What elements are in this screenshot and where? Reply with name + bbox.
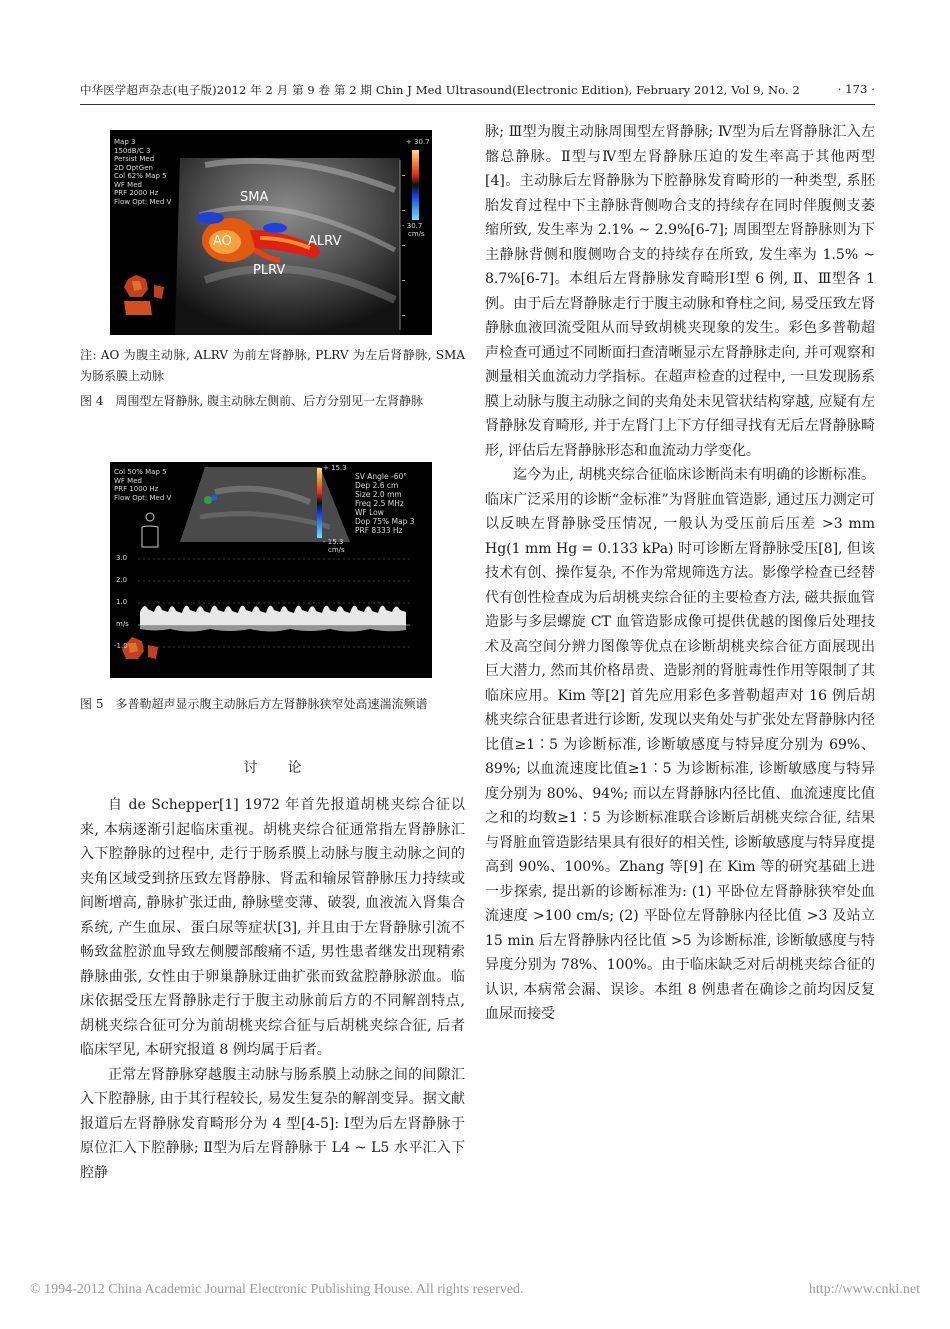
paragraph: 脉; Ⅲ型为腹主动脉周围型左肾静脉; Ⅳ型为后左肾静脉汇入左髂总静脉。Ⅱ型与Ⅳ型左肾静脉压迫的发生率高于其他两型[4]。主动脉后左肾静脉为下腔静脉发育畸形的一种类型, 系胚胎发育过程中下主静脉背侧吻合支的持续存在同时伴腹侧支萎缩所致, 发生率为 2.1% ~ 2.9%[6-7]; 周围型左肾静脉则为下主静脉背侧和腹侧吻合支的持续存在所致, 发生率为 1.5% ~ 8.7%[6-7]。本组后左肾静脉发育畸形Ⅰ型 6 例, Ⅱ、Ⅲ型各 1 例。由于后左肾静脉走行于腹主动脉和脊柱之间, 易受压致左肾静脉血液回流受阻从而导致胡桃夹现象的发生。彩色多普勒超声检查可通过不同断面扫查清晰显示左肾静脉走向, 并可观察和测量相关血流动力学指标。在超声检查的过程中, 一旦发现肠系膜上动脉与腹主动脉之间的夹角处未见管状结构穿越, 应疑有左肾静脉发育畸形, 并于左肾门上下方仔细寻找有无后左肾静脉畸形, 评估后左肾静脉形态和血流动力学变化。 xyxy=(485,124,875,459)
fig5-axis-neg1: -1.0 xyxy=(114,642,128,650)
paragraph: 正常左肾静脉穿越腹主动脉与肠系膜上动脉之间的间隙汇入下腔静脉, 由于其行程较长, 易发生复杂的解剖变异。据文献报道后左肾静脉发育畸形分为 4 型[4-5]: Ⅰ型为后左肾静脉于原位汇入下腔静脉; Ⅱ型为后左肾静脉于 L4 ~ L5 水平汇入下腔静 xyxy=(80,1066,465,1181)
fig5-scale-top: + 15.3 xyxy=(323,464,347,472)
label-plrv: PLRV xyxy=(253,263,286,278)
fig5-axis-3: 3.0 xyxy=(116,554,128,562)
paragraph: 迄今为止, 胡桃夹综合征临床诊断尚未有明确的诊断标准。临床广泛采用的诊断“金标准”为肾脏血管造影, 通过压力测定可以反映左肾静脉受压情况, 一般认为受压前后压差 >3 mm Hg(1 mm Hg = 0.133 kPa) 时可诊断左肾静脉受压[8], 但该技术有创、操作复杂, 不作为常规筛选方法。影像学检查已经替代有创性检查成为后胡桃夹综合征的主要检查方法, 磁共振血管造影与多层螺旋 CT 血管造影成像可提供优越的图像后处理技术及高空间分辨力图像等优点在诊断胡桃夹综合征方面展现出巨大潜力, 然而其价格昂贵、造影剂的肾脏毒性作用等限制了其临床应用。Kim 等[2] 首先应用彩色多普勒超声对 16 例后胡桃夹综合征患者进行诊断, 发现以夹角处与扩张处左肾静脉内径比值≥1∶5 为诊断标准, 诊断敏感度与特异度分别为 69%、89%; 以血流速度比值≥1∶5 为诊断标准, 诊断敏感度与特异度分别为 80%、94%; 而以左肾静脉内径比值、血流速度比值之和的均数≥1∶5 为诊断标准联合诊断后胡桃夹综合征, 结果与肾脏血管造影结果具有很好的相关性, 诊断敏感度与特异度提高到 90%、100%。Zhang 等[9] 在 Kim 等的研究基础上进一步探索, 提出新的诊断标准为: (1) 平卧位左肾静脉狭窄处血流速度 >100 cm/s; (2) 平卧位左肾静脉内径比值 >3 及站立 15 min 后左肾静脉内径比值 >5 为诊断标准, 诊断敏感度与特异度分别为 78%、100%。由于临床缺乏对后胡桃夹综合征的认识, 本病常会漏、误诊。本组 8 例患者在确诊之前均因反复血尿而接受 xyxy=(485,467,875,1022)
fig4-scale-unit: cm/s xyxy=(408,230,425,238)
running-header xyxy=(80,82,875,98)
page-number: · 173 · xyxy=(837,82,875,96)
fig5-axis-2: 2.0 xyxy=(116,576,128,584)
footer-url: http://www.cnki.net xyxy=(808,1282,920,1297)
figure-4-caption: 图 4 周围型左肾静脉, 腹主动脉左侧前、后方分别见一左肾静脉 xyxy=(80,394,424,408)
header-rule xyxy=(80,104,875,105)
figure-5-caption: 图 5 多普勒超声显示腹主动脉后方左肾静脉狭窄处高速湍流频谱 xyxy=(80,697,428,711)
journal-info: 中华医学超声杂志(电子版)2012 年 2 月 第 9 卷 第 2 期 Chin J Med Ultrasound(Electronic Edition), February 2012, Vol 9, No. 2 xyxy=(80,83,800,97)
right-column-body xyxy=(485,120,875,1027)
figure-5-doppler xyxy=(110,462,432,678)
left-column-body xyxy=(80,793,465,1185)
fig5-doppler-settings: SV Angle -60° Dep 2.6 cm Size 2.0 mm Freq 2.5 MHz WF Low Dop 75% Map 3 PRF 8333 Hz xyxy=(355,472,415,535)
fig4-scale-bottom: - 30.7 xyxy=(402,222,423,230)
fig5-scale-unit: cm/s xyxy=(328,546,345,554)
discussion-heading: 讨论 xyxy=(243,760,332,776)
fig5-axis-1: 1.0 xyxy=(116,598,128,606)
figure-4-ultrasound xyxy=(110,130,432,335)
label-sma: SMA xyxy=(240,190,269,205)
figure-4-note: 注: AO 为腹主动脉, ALRV 为前左肾静脉, PLRV 为左后肾静脉, SMA 为肠系膜上动脉 xyxy=(80,348,465,383)
paragraph: 自 de Schepper[1] 1972 年首先报道胡桃夹综合征以来, 本病逐渐引起临床重视。胡桃夹综合征通常指左肾静脉汇入下腔静脉的过程中, 走行于肠系膜上动脉与腹主动脉之间的夹角区域受到挤压致左肾静脉、肾盂和输尿管静脉压力持续或间断增高, 静脉扩张迂曲, 静脉壁变薄、破裂, 血液流入肾集合系统, 产生血尿、蛋白尿等症状[3], 并且由于左肾静脉引流不畅致盆腔淤血导致左侧腰部酸痛不适, 男性患者继发出现精索静脉曲张, 女性由于卵巢静脉迂曲扩张而致盆腔静脉淤血。临床依据受压左肾静脉走行于腹主动脉前后方的不同解剖特点, 胡桃夹综合征可分为前胡桃夹综合征与后胡桃夹综合征, 后者临床罕见, 本研究报道 8 例均属于后者。 xyxy=(80,797,465,1058)
label-ao: AO xyxy=(213,234,232,249)
fig4-scale-top: + 30.7 xyxy=(406,138,430,146)
fig4-scanner-settings: Map 3 150dB/C 3 Persist Med 2D OptGen Col 62% Map 5 WF Med PRF 2000 Hz Flow Opt: Med V xyxy=(114,138,172,206)
fig5-axis-unit: m/s xyxy=(116,620,129,628)
fig5-scanner-settings: Col 50% Map 5 WF Med PRF 1000 Hz Flow Opt: Med V xyxy=(114,468,172,502)
copyright-text: © 1994-2012 China Academic Journal Electronic Publishing House. All rights reserved. xyxy=(30,1282,524,1297)
label-alrv: ALRV xyxy=(308,234,342,249)
copyright-footer xyxy=(30,1282,920,1298)
fig5-scale-bottom: - 15.3 xyxy=(323,538,344,546)
